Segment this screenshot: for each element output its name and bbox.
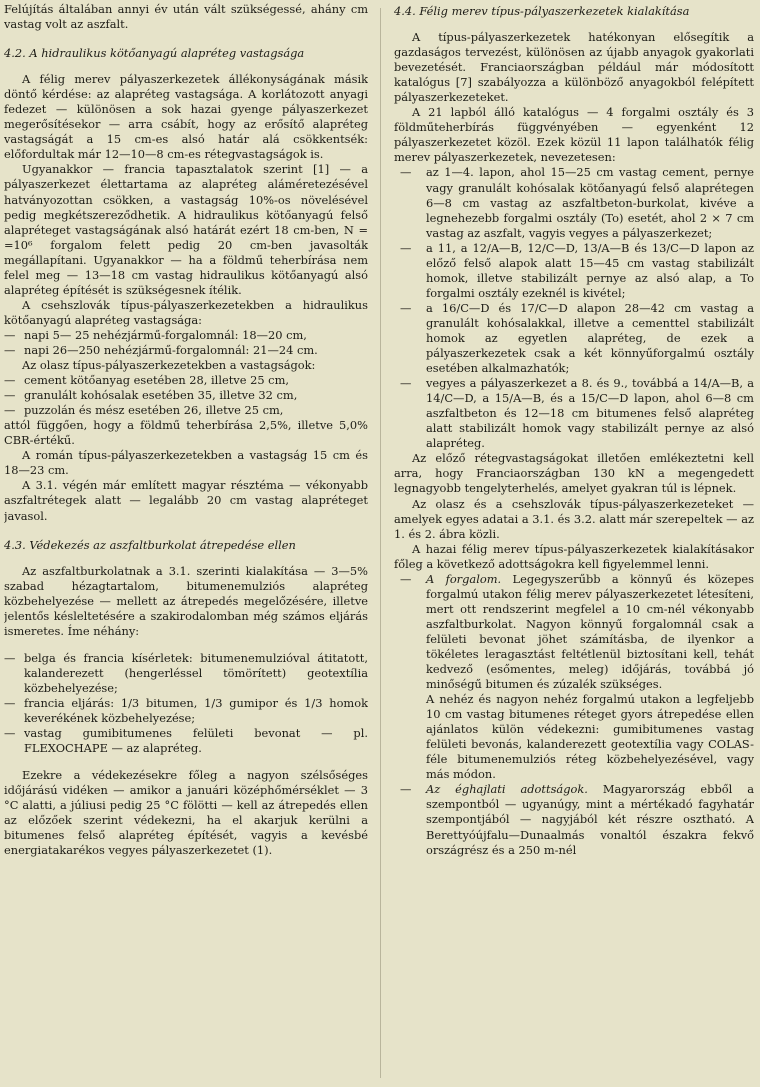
section-4-4-heading: 4.4. Félig merev típus-pályaszerkezetek kialakítása bbox=[394, 4, 690, 18]
list-item bbox=[394, 782, 754, 857]
section-4-2-heading: 4.2. A hidraulikus kötőanyagú alapréteg vastagsága bbox=[4, 46, 305, 61]
list-item: — napi 26—250 nehézjármű-forgalomnál: 21—24 cm. bbox=[4, 343, 368, 358]
section-4-2-paragraph-4: Az olasz típus-pályaszerkezetekben a vastagságok: bbox=[22, 358, 316, 373]
factor-lead: A forgalom. bbox=[426, 571, 502, 586]
section-4-4-paragraph-4: Az olasz és a csehszlovák típus-pályaszerkezeteket — amelyek egyes adatai a 3.1. és 3.2. alatt már szerepeltek — az 1. és 2. ábra közli. bbox=[394, 496, 754, 541]
section-4-2-paragraph-2: Ugyanakkor — francia tapasztalatok szerint [1] — a pályaszerkezet élettartama az alapréteg aláméretezésével hatványozottan csökken, a vastagság 10%-os növelésével pedig megkétszereződhetik. A hidraulikus kötőanyagú felső alapréteget vastagságának alsó határát ezért 18 cm-ben, N = =10⁶ forgalom felett pedig 20 cm-ben javasolták megállapítani. Ugyanakkor — ha a földmű teherbírása nem felel meg — 13—18 cm vastag hidraulikus kötőanyagú alsó alapréteg építését is szükségesnek ítélik. bbox=[4, 162, 368, 297]
list-item bbox=[394, 572, 754, 692]
section-4-2-paragraph-1: A félig merev pályaszerkezetek állékonyságának másik döntő kérdése: az alapréteg vastagsága. A korlátozott anyagi fedezet — különösen a sok hazai gyenge pályaszerkezet megerősítésekor — arra csábít, hogy az erősítő alapréteg vastagságát a 15 cm-es alsó határ alá csökkentsék: előfordultak már 12—10—8 cm-es rétegvastagságok is. bbox=[4, 72, 368, 162]
left-column bbox=[4, 0, 368, 858]
section-4-2-paragraph-3: A csehszlovák típus-pályaszerkezetekben a hidraulikus kötőanyagú alapréteg vastagsága: bbox=[4, 297, 368, 327]
list-item: — granulált kohósalak esetében 35, illetve 32 cm, bbox=[4, 388, 368, 403]
list-item: — napi 5— 25 nehézjármű-forgalomnál: 18—20 cm, bbox=[4, 328, 368, 343]
list-item: — puzzolán és mész esetében 26, illetve 25 cm, bbox=[4, 403, 368, 418]
list-item: — francia eljárás: 1/3 bitumen, 1/3 gumipor és 1/3 homok keverékének közbehelyezése; bbox=[4, 696, 368, 726]
factor-continuation bbox=[394, 692, 754, 782]
section-4-2-paragraph-4-tail: attól függően, hogy a földmű teherbírása 2,5%, illetve 5,0% CBR-értékű. bbox=[4, 418, 368, 448]
column-divider bbox=[380, 8, 381, 1078]
list-item: — vegyes a pályaszerkezet a 8. és 9., továbbá a 14/A—B, a 14/C—D, a 15/A—B, és a 15/C—D lapon, ahol 6—8 cm aszfaltbeton és 12—18 cm bitumenes felső alapréteg alatt stabilizált homok vagy stabilizált pernye az alsó alapréteg. bbox=[394, 376, 754, 451]
section-4-3-paragraph-1: Az aszfaltburkolatnak a 3.1. szerinti kialakítása — 3—5% szabad hézagtartalom, bitumenemulziós alapréteg közbehelyezése — mellett az átrepedés megelőzésére, illetve jelentős késleltetésére a szakirodalomban még számos eljárás ismeretes. Íme néhány: bbox=[4, 563, 368, 638]
section-4-4-paragraph-5: A hazai félig merev típus-pályaszerkezetek kialakításakor főleg a következő adottságokra kell figyelemmel lenni. bbox=[394, 541, 754, 571]
section-4-3-paragraph-2: Ezekre a védekezésekre főleg a nagyon szélsőséges időjárású vidéken — amikor a januári középhőmérséklet — 3 °C alatti, a júliusi pedig 25 °C fölötti — kell az átrepedés ellen az előzőek szerint védekezni, ha el akarjuk kerülni a bitumenes felső alapréteg építését, vagyis a kevésbé energiatakarékos vegyes pályaszerkezetet (1). bbox=[4, 768, 368, 858]
factor-lead: Az éghajlati adottságok. bbox=[426, 782, 588, 797]
catalogue-pages-list bbox=[394, 165, 754, 451]
list-item: — a 11, a 12/A—B, 12/C—D, 13/A—B és 13/C—D lapon az előző felső alapok alatt 15—45 cm vastag stabilizált homok, illetve stabilizált pernye az alsó alap, a To forgalmi osztály ezeknél is kivétel; bbox=[394, 241, 754, 301]
right-column bbox=[394, 0, 754, 858]
list-item: — cement kötőanyag esetében 28, illetve 25 cm, bbox=[4, 373, 368, 388]
section-4-2-paragraph-6: A 3.1. végén már említett magyar résztéma — vékonyabb aszfaltrétegek alatt — legalább 20 cm vastag alapréteget javasol. bbox=[4, 478, 368, 523]
list-item: — az 1—4. lapon, ahol 15—25 cm vastag cement, pernye vagy granulált kohósalak kötőanyagú felső alaprétegen 6—8 cm vastag az aszfaltbeton-burkolat, kivéve a legnehezebb forgalmi osztály (To) esetét, ahol 2 × 7 cm vastag az aszfalt, vagyis vegyes a pályaszerkezet; bbox=[394, 165, 754, 240]
section-4-2-paragraph-5: A román típus-pályaszerkezetekben a vastagság 15 cm és 18—23 cm. bbox=[4, 448, 368, 478]
section-4-4-paragraph-2: A 21 lapból álló katalógus — 4 forgalmi osztály és 3 földműteherbírás függvényében — egyenként 12 pályaszerkezetet közöl. Ezek közül 11 lapon találhatók félig merev pályaszerkezetek, nevezetesen: bbox=[394, 105, 754, 165]
section-4-3-heading: 4.3. Védekezés az aszfaltburkolat átrepedése ellen bbox=[4, 537, 296, 552]
conditions-list bbox=[394, 572, 754, 692]
factor-text: Magyarország ebből a szempontból — ugyanúgy, mint a mértékadó fagyhatár szempontjából — nagyjából két részre osztható. A Berettyóújfalu—Dunaalmás vonaltól északra fekvő országrész és a 250 m-nél bbox=[426, 782, 754, 857]
list-item: — a 16/C—D és 17/C—D alapon 28—42 cm vastag a granulált kohósalakkal, illetve a cementtel stabilizált homok az egyetlen alapréteg, de ezek a pályaszerkezetek csak a két könnyűforgalmú osztály esetében alkalmazhatók; bbox=[394, 301, 754, 376]
italian-thickness-list bbox=[4, 373, 368, 418]
conditions-list-2 bbox=[394, 782, 754, 857]
intro-paragraph: Felújítás általában annyi év után vált szükségessé, ahány cm vastag volt az aszfalt. bbox=[4, 2, 368, 32]
factor-text: Legegyszerűbb a könnyű és közepes forgalmú utakon félig merev pályaszerkezetet létesíteni, mert ott rendszerint megfelel a 10 cm-nél vékonyabb aszfaltburkolat. Nagyon könnyű forgalomnál csak a felületi bevonat jöhet számításba, de ilyenkor a tökéletes leragasztást feltétlenül biztosítani kell, tehát kedvező (esőmentes, meleg) időjárás, továbbá jó minőségű bitumen és zúzalék szükséges. bbox=[426, 571, 754, 692]
section-4-4-paragraph-1: A típus-pályaszerkezetek hatékonyan elősegítik a gazdaságos tervezést, különösen az újabb anyagok gyakorlati bevezetését. Franciaországban például már módosított katalógus [7] szabályozza a különböző anyagokból felépített pályaszerkezeteket. bbox=[394, 30, 754, 105]
section-4-4-paragraph-3: Az előző rétegvastagságokat illetően emlékeztetni kell arra, hogy Franciaországban 130 kN a megengedett legnagyobb tengelyterhelés, amelyet gyakran túl is lépnek. bbox=[394, 451, 754, 496]
czech-thickness-list bbox=[4, 328, 368, 358]
protection-methods-list bbox=[4, 651, 368, 756]
factor-continuation-text: A nehéz és nagyon nehéz forgalmú utakon a legfeljebb 10 cm vastag bitumenes réteget gyors átrepedése ellen ajánlatos külön védekezni: gumibitumenes vastag felületi bevonás, kalanderezett geotextília vagy COLAS-féle bitumenemulziós réteg közbehelyezésével, vagy más módon. bbox=[426, 692, 754, 782]
list-item: — belga és francia kísérletek: bitumenemulzióval átitatott, kalanderezett (hengerléssel tömörített) geotextília közbehelyezése; bbox=[4, 651, 368, 696]
list-item: — vastag gumibitumenes felületi bevonat — pl. FLEXOCHAPE — az alapréteg. bbox=[4, 726, 368, 756]
